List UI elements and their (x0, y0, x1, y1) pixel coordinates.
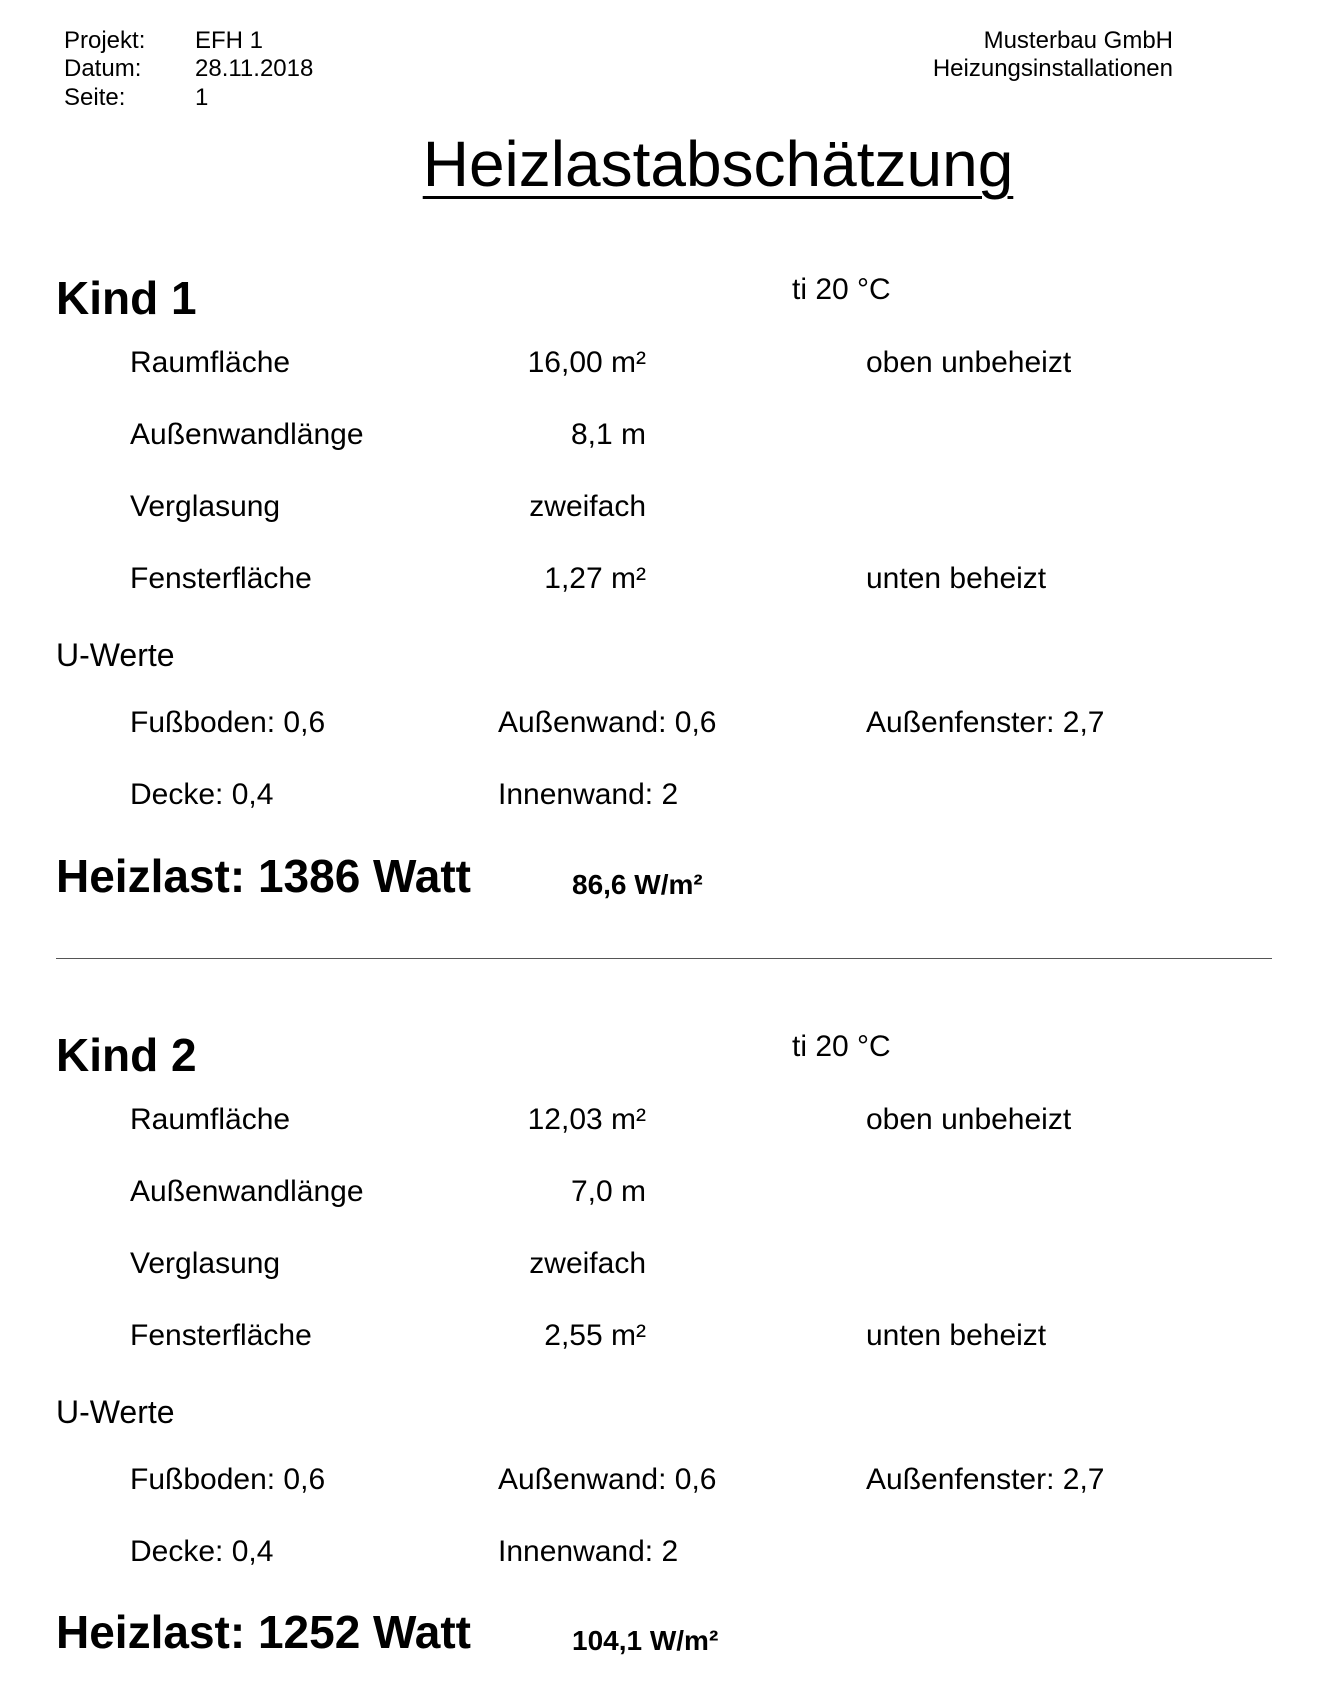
u-aussenwand: Außenwand: 0,6 (498, 1463, 717, 1496)
aussenwandlaenge-value: 7,0 m (570, 1175, 646, 1208)
u-aussenwand: Außenwand: 0,6 (498, 706, 717, 739)
project-label: Projekt: (64, 27, 146, 54)
room-name: Kind 2 (56, 1029, 197, 1081)
heizlast-per-area: 86,6 W/m² (572, 869, 703, 900)
fensterflaeche-value: 1,27 m² (544, 562, 646, 595)
aussenwandlaenge-label: Außenwandlänge (130, 1175, 364, 1208)
u-decke: Decke: 0,4 (130, 1535, 274, 1568)
company-subtitle: Heizungsinstallationen (932, 55, 1173, 82)
company-name: Musterbau GmbH (983, 27, 1173, 54)
verglasung-value: zweifach (529, 490, 646, 523)
verglasung-label: Verglasung (130, 490, 281, 523)
fensterflaeche-label: Fensterfläche (130, 562, 312, 595)
date-label: Datum: (64, 55, 142, 82)
fensterflaeche-value: 2,55 m² (544, 1319, 646, 1352)
u-aussenfenster: Außenfenster: 2,7 (866, 1463, 1105, 1496)
u-fussboden: Fußboden: 0,6 (130, 1463, 326, 1496)
page-value: 1 (195, 84, 209, 111)
page-title: Heizlastabschätzung (422, 128, 1014, 200)
room-name: Kind 1 (56, 272, 197, 324)
u-innenwand: Innenwand: 2 (498, 1535, 679, 1568)
unten-status: unten beheizt (866, 1319, 1047, 1352)
oben-status: oben unbeheizt (866, 1103, 1072, 1136)
u-innenwand: Innenwand: 2 (498, 778, 679, 811)
raumflaeche-value: 12,03 m² (527, 1103, 646, 1136)
aussenwandlaenge-value: 8,1 m (570, 418, 646, 451)
raumflaeche-value: 16,00 m² (527, 346, 646, 379)
fensterflaeche-label: Fensterfläche (130, 1319, 312, 1352)
u-decke: Decke: 0,4 (130, 778, 274, 811)
room-temperature: ti 20 °C (792, 273, 891, 306)
verglasung-label: Verglasung (130, 1247, 281, 1280)
date-value: 28.11.2018 (195, 55, 314, 82)
page-label: Seite: (64, 84, 126, 111)
u-werte-heading: U-Werte (56, 637, 175, 673)
heizlast-per-area: 104,1 W/m² (572, 1625, 719, 1656)
raumflaeche-label: Raumfläche (130, 346, 291, 379)
section-divider (56, 958, 1272, 959)
project-value: EFH 1 (195, 27, 264, 54)
heizlast-total: Heizlast: 1252 Watt (56, 1606, 471, 1658)
heizlast-total: Heizlast: 1386 Watt (56, 850, 471, 902)
u-aussenfenster: Außenfenster: 2,7 (866, 706, 1105, 739)
verglasung-value: zweifach (529, 1247, 646, 1280)
unten-status: unten beheizt (866, 562, 1047, 595)
aussenwandlaenge-label: Außenwandlänge (130, 418, 364, 451)
u-werte-heading: U-Werte (56, 1394, 175, 1430)
raumflaeche-label: Raumfläche (130, 1103, 291, 1136)
oben-status: oben unbeheizt (866, 346, 1072, 379)
u-fussboden: Fußboden: 0,6 (130, 706, 326, 739)
room-temperature: ti 20 °C (792, 1030, 891, 1063)
